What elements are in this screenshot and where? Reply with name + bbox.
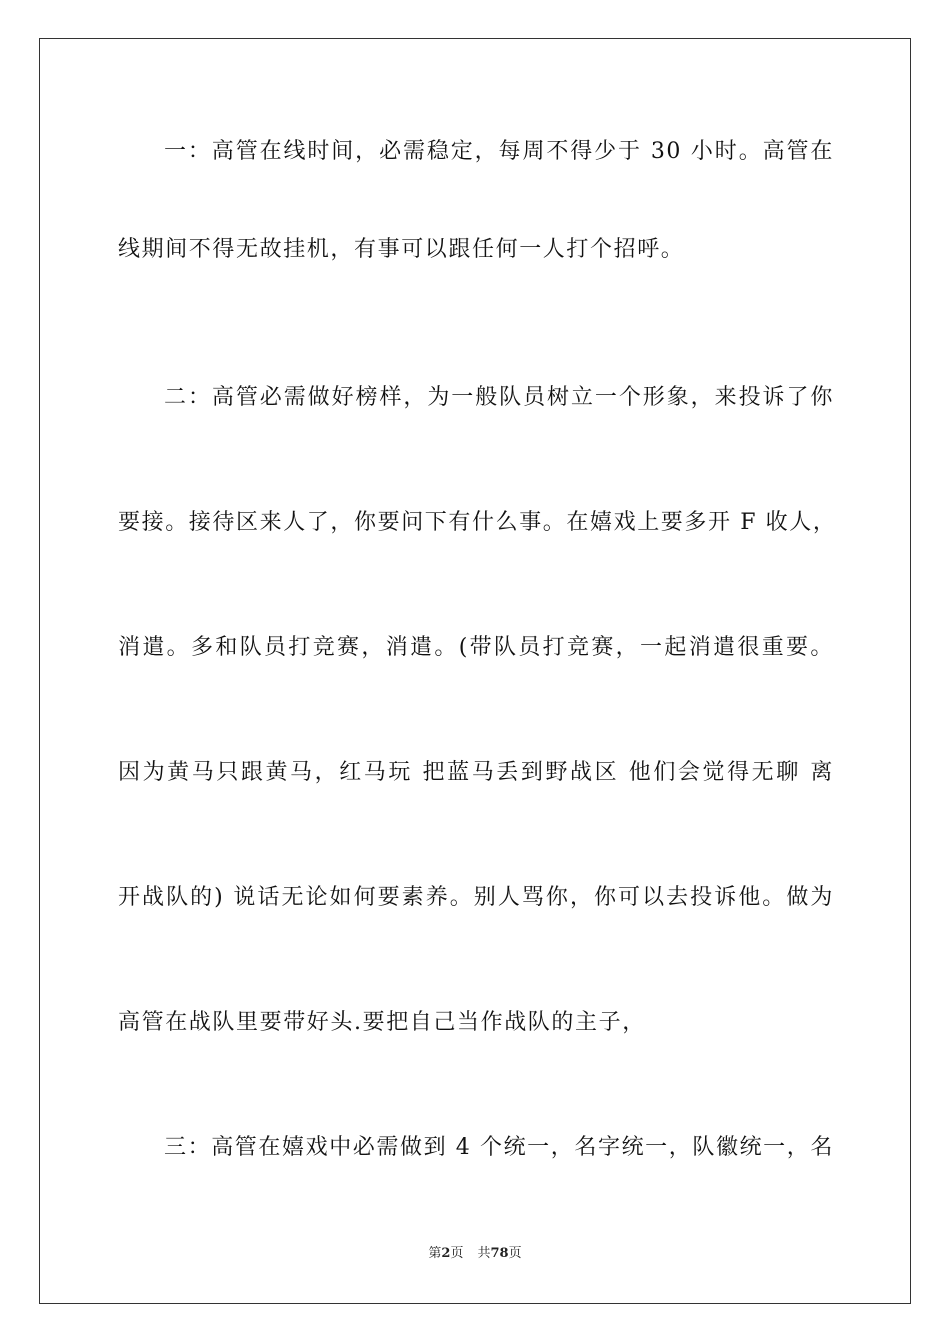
page-suffix: 页 bbox=[450, 1246, 464, 1261]
total-prefix: 共 bbox=[477, 1246, 491, 1261]
paragraph-line: 一：高管在线时间，必需稳定，每周不得少于 30 小时。高管在 bbox=[164, 139, 834, 164]
total-pages: 78 bbox=[490, 1246, 509, 1261]
page-number: 2 bbox=[441, 1246, 451, 1261]
paragraph-line: 开战队的) 说话无论如何要素养。别人骂你，你可以去投诉他。做为 bbox=[118, 885, 834, 910]
paragraph-line: 要接。接待区来人了，你要问下有什么事。在嬉戏上要多开 F 收人， bbox=[118, 510, 837, 535]
total-suffix: 页 bbox=[508, 1246, 522, 1261]
paragraph-line: 因为黄马只跟黄马，红马玩 把蓝马丢到野战区 他们会觉得无聊 离 bbox=[118, 760, 834, 785]
paragraph-line: 消遣。多和队员打竞赛，消遣。(带队员打竞赛，一起消遣很重要。 bbox=[118, 635, 834, 660]
paragraph-line: 线期间不得无故挂机，有事可以跟任何一人打个招呼。 bbox=[118, 237, 685, 262]
paragraph-line: 二：高管必需做好榜样，为一般队员树立一个形象，来投诉了你 bbox=[164, 385, 834, 410]
page-footer bbox=[0, 1246, 950, 1262]
page-prefix: 第 bbox=[428, 1246, 442, 1261]
paragraph-line: 高管在战队里要带好头.要把自己当作战队的主子， bbox=[118, 1010, 646, 1035]
page-border bbox=[39, 38, 911, 1304]
paragraph-line: 三：高管在嬉戏中必需做到 4 个统一，名字统一，队徽统一，名 bbox=[164, 1135, 834, 1160]
